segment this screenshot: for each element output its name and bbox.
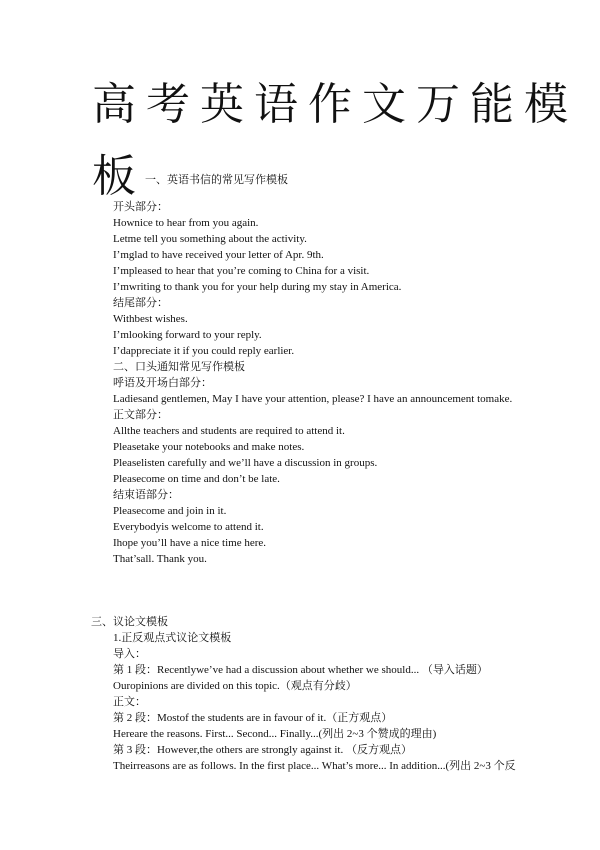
text-line: 第 3 段：However,the others are strongly against it. （反方观点）: [113, 744, 412, 756]
text-line: 第 1 段：Recentlywe’ve had a discussion about whether we should... （导入话题）: [113, 664, 488, 676]
text-line: I’mpleased to hear that you’re coming to China for a visit.: [113, 265, 370, 277]
text-line: Theirreasons are as follows. In the first place... What’s more... In addition...(列出 2~3 个反: [113, 760, 516, 772]
text-line: 正文部分：: [113, 409, 168, 421]
text-line: 1.正反观点式议论文模板: [113, 632, 232, 644]
text-line: Ihope you’ll have a nice time here.: [113, 537, 267, 549]
document-title-line-2: 板: [92, 152, 136, 201]
text-line: 结束语部分：: [113, 489, 179, 501]
text-line: 开头部分：: [113, 201, 168, 213]
text-line: Pleasecome on time and don’t be late.: [113, 473, 280, 485]
text-line: Pleasetake your notebooks and make notes.: [113, 441, 305, 453]
text-line: Everybodyis welcome to attend it.: [113, 521, 264, 533]
text-line: 正文：: [113, 696, 146, 708]
text-line: Pleaselisten carefully and we’ll have a discussion in groups.: [113, 457, 378, 469]
text-line: I’mwriting to thank you for your help during my stay in America.: [113, 281, 402, 293]
text-line: 呼语及开场白部分：: [113, 377, 212, 389]
text-line: Ladiesand gentlemen, May I have your attention, please? I have an announcement tomake.: [113, 393, 513, 405]
text-line: Pleasecome and join in it.: [113, 505, 227, 517]
text-line: Letme tell you something about the activity.: [113, 233, 307, 245]
section-heading: 二、口头通知常见写作模板: [113, 361, 245, 373]
text-line: Allthe teachers and students are required to attend it.: [113, 425, 345, 437]
text-line: I’dappreciate it if you could reply earlier.: [113, 345, 295, 357]
text-line: Withbest wishes.: [113, 313, 188, 325]
text-line: 结尾部分：: [113, 297, 168, 309]
text-line: Hereare the reasons. First... Second... Finally...(列出 2~3 个赞成的理由): [113, 728, 437, 740]
section-heading-letters: 一、英语书信的常见写作模板: [145, 174, 288, 186]
document-title-line-1: 高考英语作文万能模: [92, 80, 578, 129]
text-line: 导入：: [113, 648, 146, 660]
text-line: That’sall. Thank you.: [113, 553, 207, 565]
text-line: Ouropinions are divided on this topic.（观点有分歧）: [113, 680, 357, 692]
section-heading-argumentative: 三、议论文模板: [91, 616, 168, 628]
text-line: 第 2 段：Mostof the students are in favour of it.（正方观点）: [113, 712, 393, 724]
text-line: I’mglad to have received your letter of Apr. 9th.: [113, 249, 324, 261]
text-line: I’mlooking forward to your reply.: [113, 329, 262, 341]
text-line: Hownice to hear from you again.: [113, 217, 259, 229]
